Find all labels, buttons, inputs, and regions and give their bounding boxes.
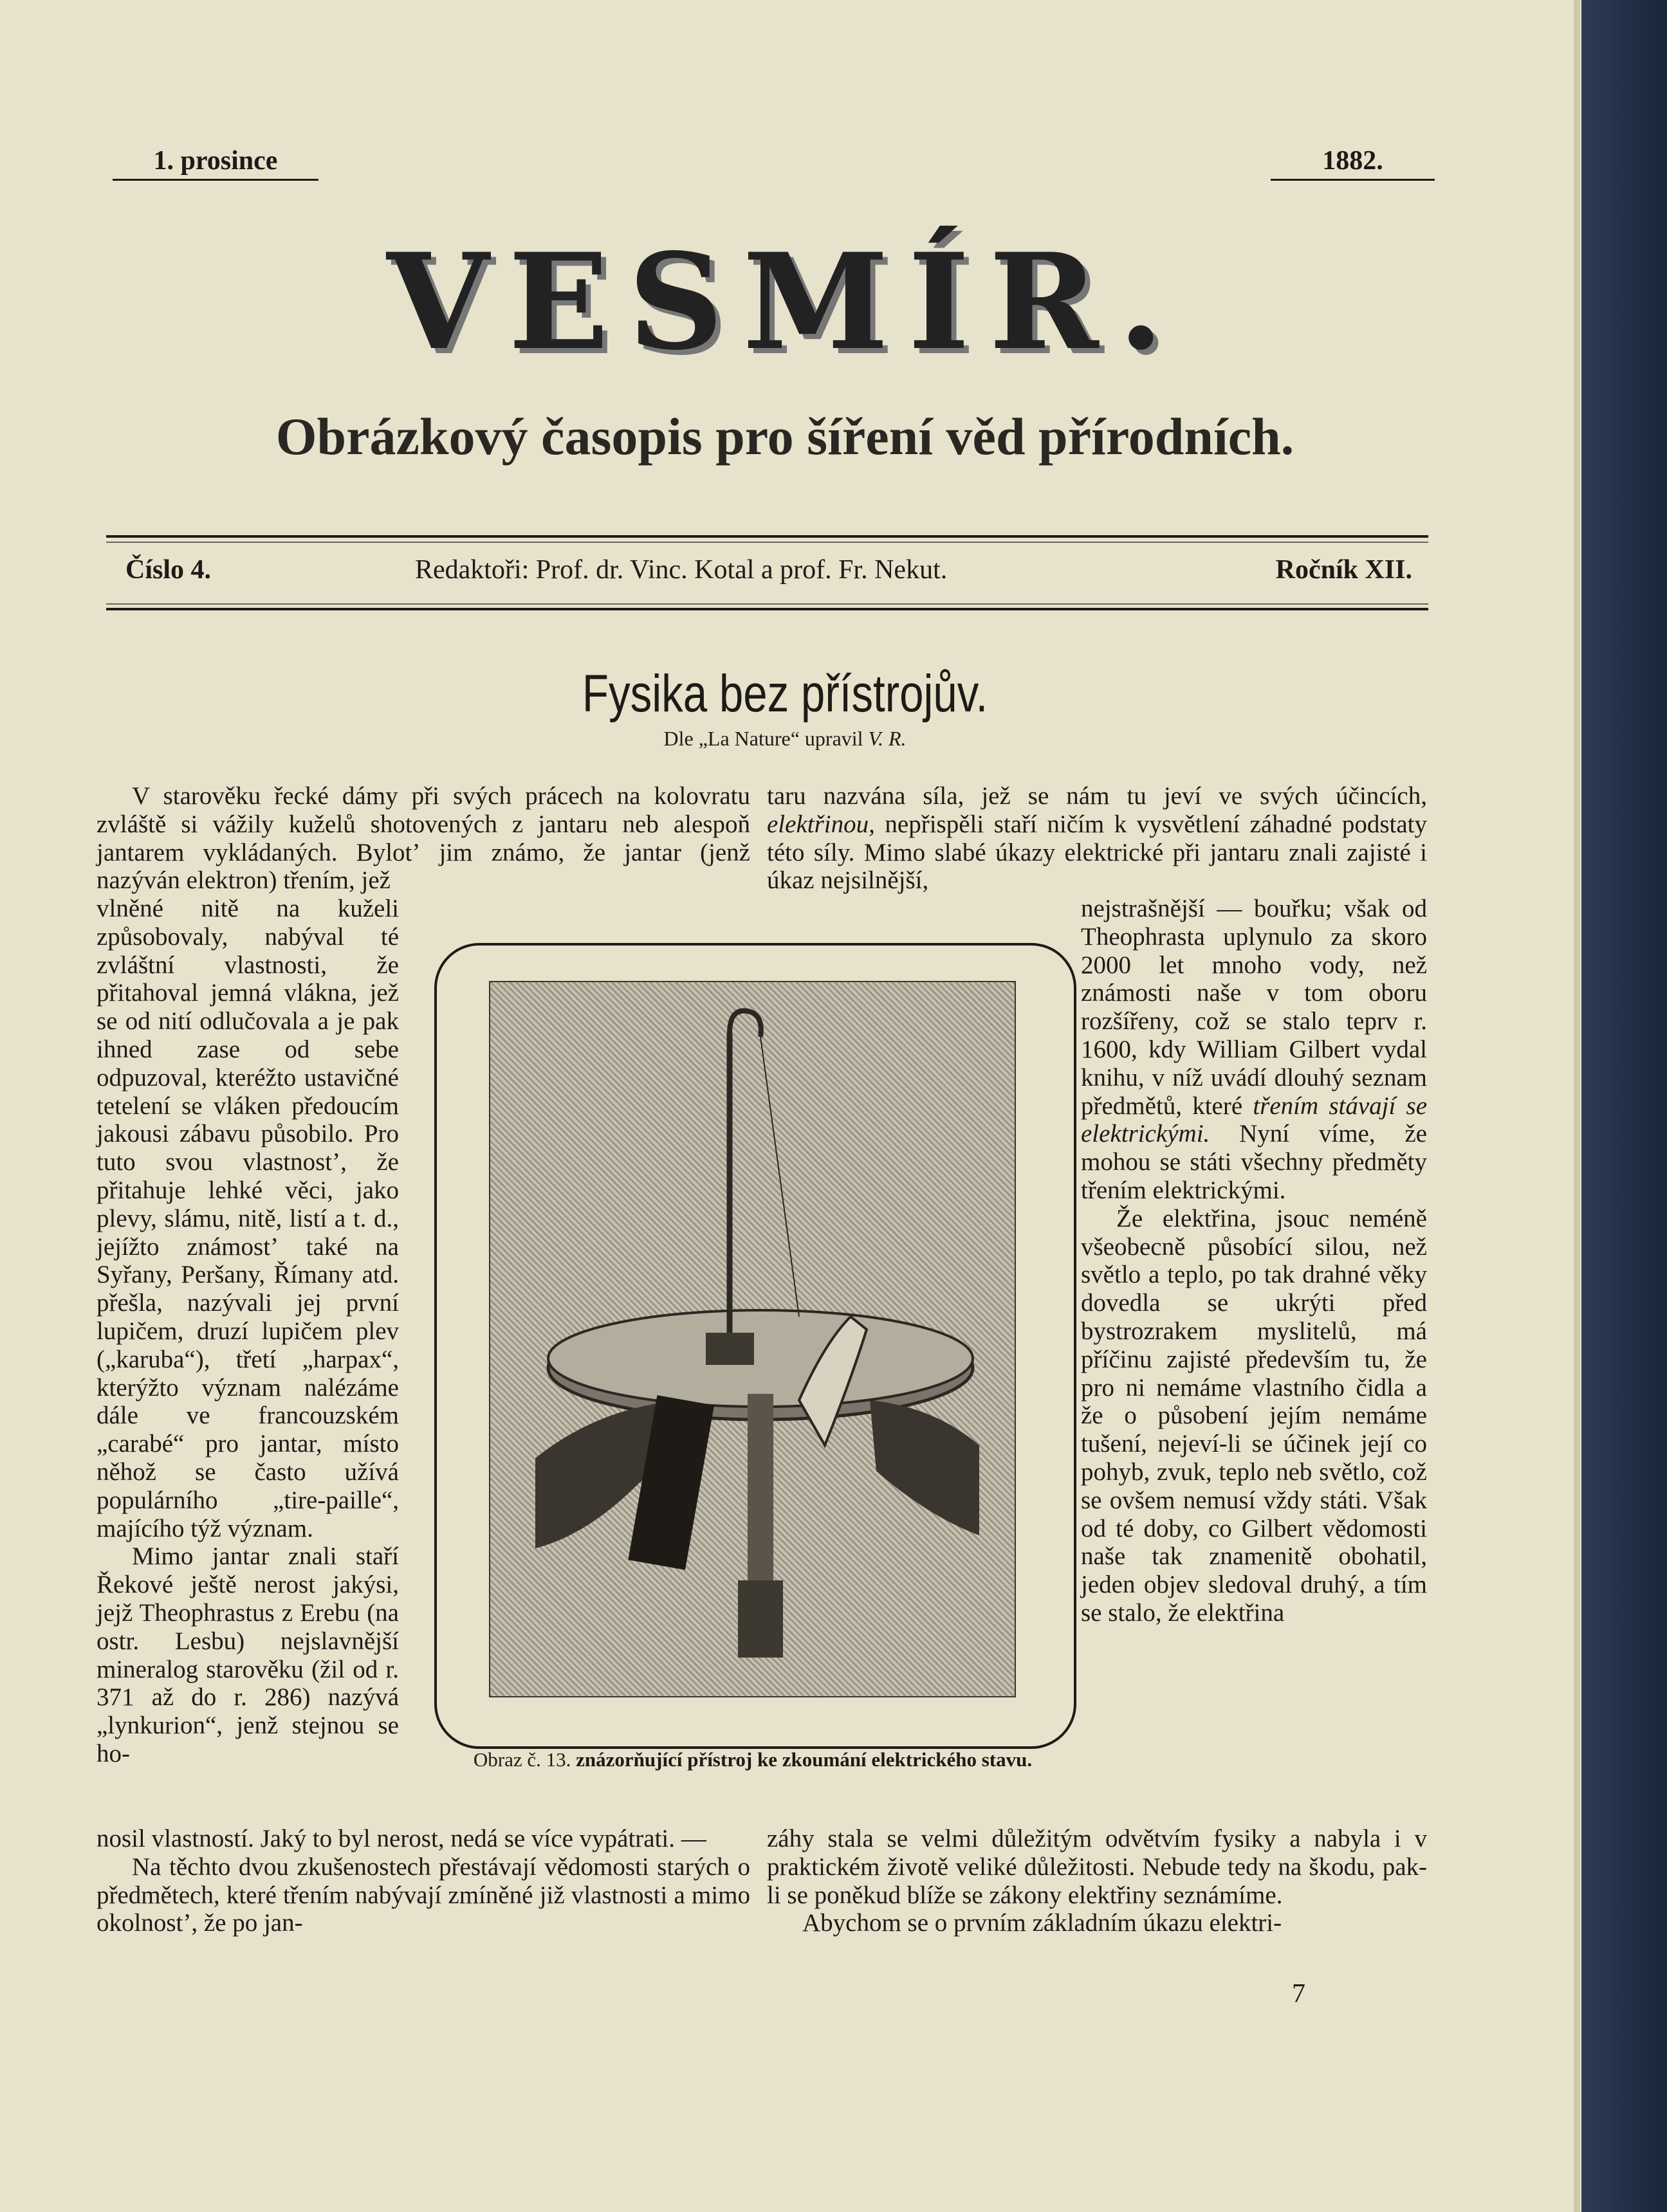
issue-number: Číslo 4.: [125, 555, 212, 585]
paragraph: nosil vlastností. Jaký to byl nerost, nedá se více vypátrati. —: [97, 1825, 706, 1852]
article-byline: [0, 727, 1570, 751]
issue-year: 1882.: [1271, 145, 1435, 181]
electroscope-illustration: [490, 982, 1015, 1696]
issue-info-row: [125, 554, 1412, 593]
journal-subtitle: Obrázkový časopis pro šíření věd přírodních.: [275, 407, 1294, 466]
article-title: Fysika bez přístrojův.: [582, 664, 988, 723]
left-column-narrow: [97, 895, 399, 1768]
editors-line: Redaktoři: Prof. dr. Vinc. Kotal a prof. Fr. Nekut.: [415, 555, 948, 585]
text-run: Nyní víme, že mohou se státi všechny předměty třením elektrickými.: [1081, 1120, 1427, 1204]
page-edge-line: [1574, 0, 1580, 2212]
text-run: nejstrašnější — bouřku; však od Theophrasta uplynulo za skoro 2000 let mnoho vody, než známosti naše v tom oboru rozšířeny, což se stalo teprv r. 1600, kdy William Gilbert vydal knihu, v níž uvádí dlouhý seznam předmětů, které: [1081, 895, 1427, 1120]
paragraph: Abychom se o prvním základním úkazu elektri-: [802, 1909, 1282, 1937]
paragraph: Že elektřina, jsouc neméně všeobecně působící silou, než světlo a teplo, po tak drahné věky dovedla se ukrýti před bystrozrakem myslitelů, má příčinu zajisté především tu, že pro ni nemáme vlastního čidla a že o působení jejím nemáme tušení, nejeví-li se účinek její co pohyb, zvuk, teplo neb světlo, což se ovšem nemusí vždy státi. Však od té doby, co Gilbert vědomosti naše tak znamenitě obohatil, jeden objev sledoval druhý, a tím se stalo, že elektřina: [1081, 1204, 1427, 1627]
header-rule-top-thin: [106, 542, 1428, 543]
paragraph: záhy stala se velmi důležitým odvětvím fysiky a nabyla i v praktickém životě veliké důležitosti. Nebude tedy na škodu, pak-li se poněkud blíže se zákony elektřiny seznámíme.: [767, 1825, 1427, 1909]
caption-text: znázorňující přístroj ke zkoumání elektrického stavu.: [576, 1748, 1033, 1771]
emphasis: třením stávají se elektrickými.: [1081, 1092, 1427, 1148]
paragraph: vlněné nitě na kuželi způsobovaly, nabýval té zvláštní vlastnosti, že přitahoval jemná vlákna, jež se od nití odlučovala a je pak ihned zase od sebe odpuzoval, kteréžto ustavičné tetelení se vláken předoucím jakousi zábavu působilo. Pro tuto svou vlastnostʼ, že přitahuje lehké věci, jako plevy, slámu, nitě, listí a t. d., jejížto známostʼ také na Syřany, Peršany, Římany atd. přešla, nazývali jej první lupičem, druzí lupičem plev („karuba“), třetí „harpax“, kterýžto význam nalézáme dále ve francouzském „carabé“ pro jantar, místo něhož se často užívá populárního „tire-paille“, majícího týž význam.: [97, 895, 399, 1542]
byline-author: V. R.: [868, 727, 907, 750]
left-column-bottom: [97, 1825, 750, 1937]
figure-engraving: [489, 981, 1016, 1697]
paragraph: Mimo jantar znali staří Řekové ještě nerost jakýsi, jejž Theophrastus z Erebu (na ostr. Lesbu) nejslavnější mineralog starověku (žil od r. 371 až do r. 286) nazývá „lynkurion“, jenž stejnou se ho-: [97, 1542, 399, 1768]
header-rule-top: [106, 535, 1428, 538]
page-number: 7: [1292, 1979, 1305, 2009]
paragraph: [767, 782, 1427, 895]
text-run: taru nazvána síla, jež se nám tu jeví ve svých účincích,: [767, 782, 1427, 810]
left-column-top: [97, 782, 750, 895]
paragraph: [1081, 895, 1427, 1205]
header-rule-bottom-thin: [106, 603, 1428, 605]
right-column-narrow: [1081, 895, 1427, 1627]
book-cover-edge: [1581, 0, 1667, 2212]
caption-prefix: Obraz č. 13.: [473, 1748, 571, 1771]
paragraph: Na těchto dvou zkušenostech přestávají vědomosti starých o předmětech, které třením nabývají zmíněné již vlastnosti a mimo okolnostʼ, že po jan-: [97, 1852, 750, 1937]
header-rule-bottom: [106, 608, 1428, 610]
right-column-bottom: [767, 1825, 1427, 1937]
byline-prefix: Dle „La Nature“ upravil: [663, 727, 863, 750]
emphasis: elektřinou,: [767, 810, 875, 838]
volume-number: Ročník XII.: [1275, 555, 1412, 585]
right-column-top: [767, 782, 1427, 895]
paragraph: V starověku řecké dámy při svých prácech na kolovratu zvláště si vážily kuželů shotovených z jantaru neb alespoň jantarem vykládaných. Bylotʼ jim známo, že jantar (jenž nazýván elektron) třením, jež: [97, 782, 750, 895]
figure-caption: [421, 1749, 1084, 1771]
text-run: nepřispěli staří ničím k vysvětlení záhadné podstaty této síly. Mimo slabé úkazy elektrické při jantaru znali zajisté i úkaz nejsilnější,: [767, 810, 1427, 895]
issue-date: 1. prosince: [113, 145, 318, 181]
journal-masthead: VESMÍR.: [387, 225, 1183, 379]
